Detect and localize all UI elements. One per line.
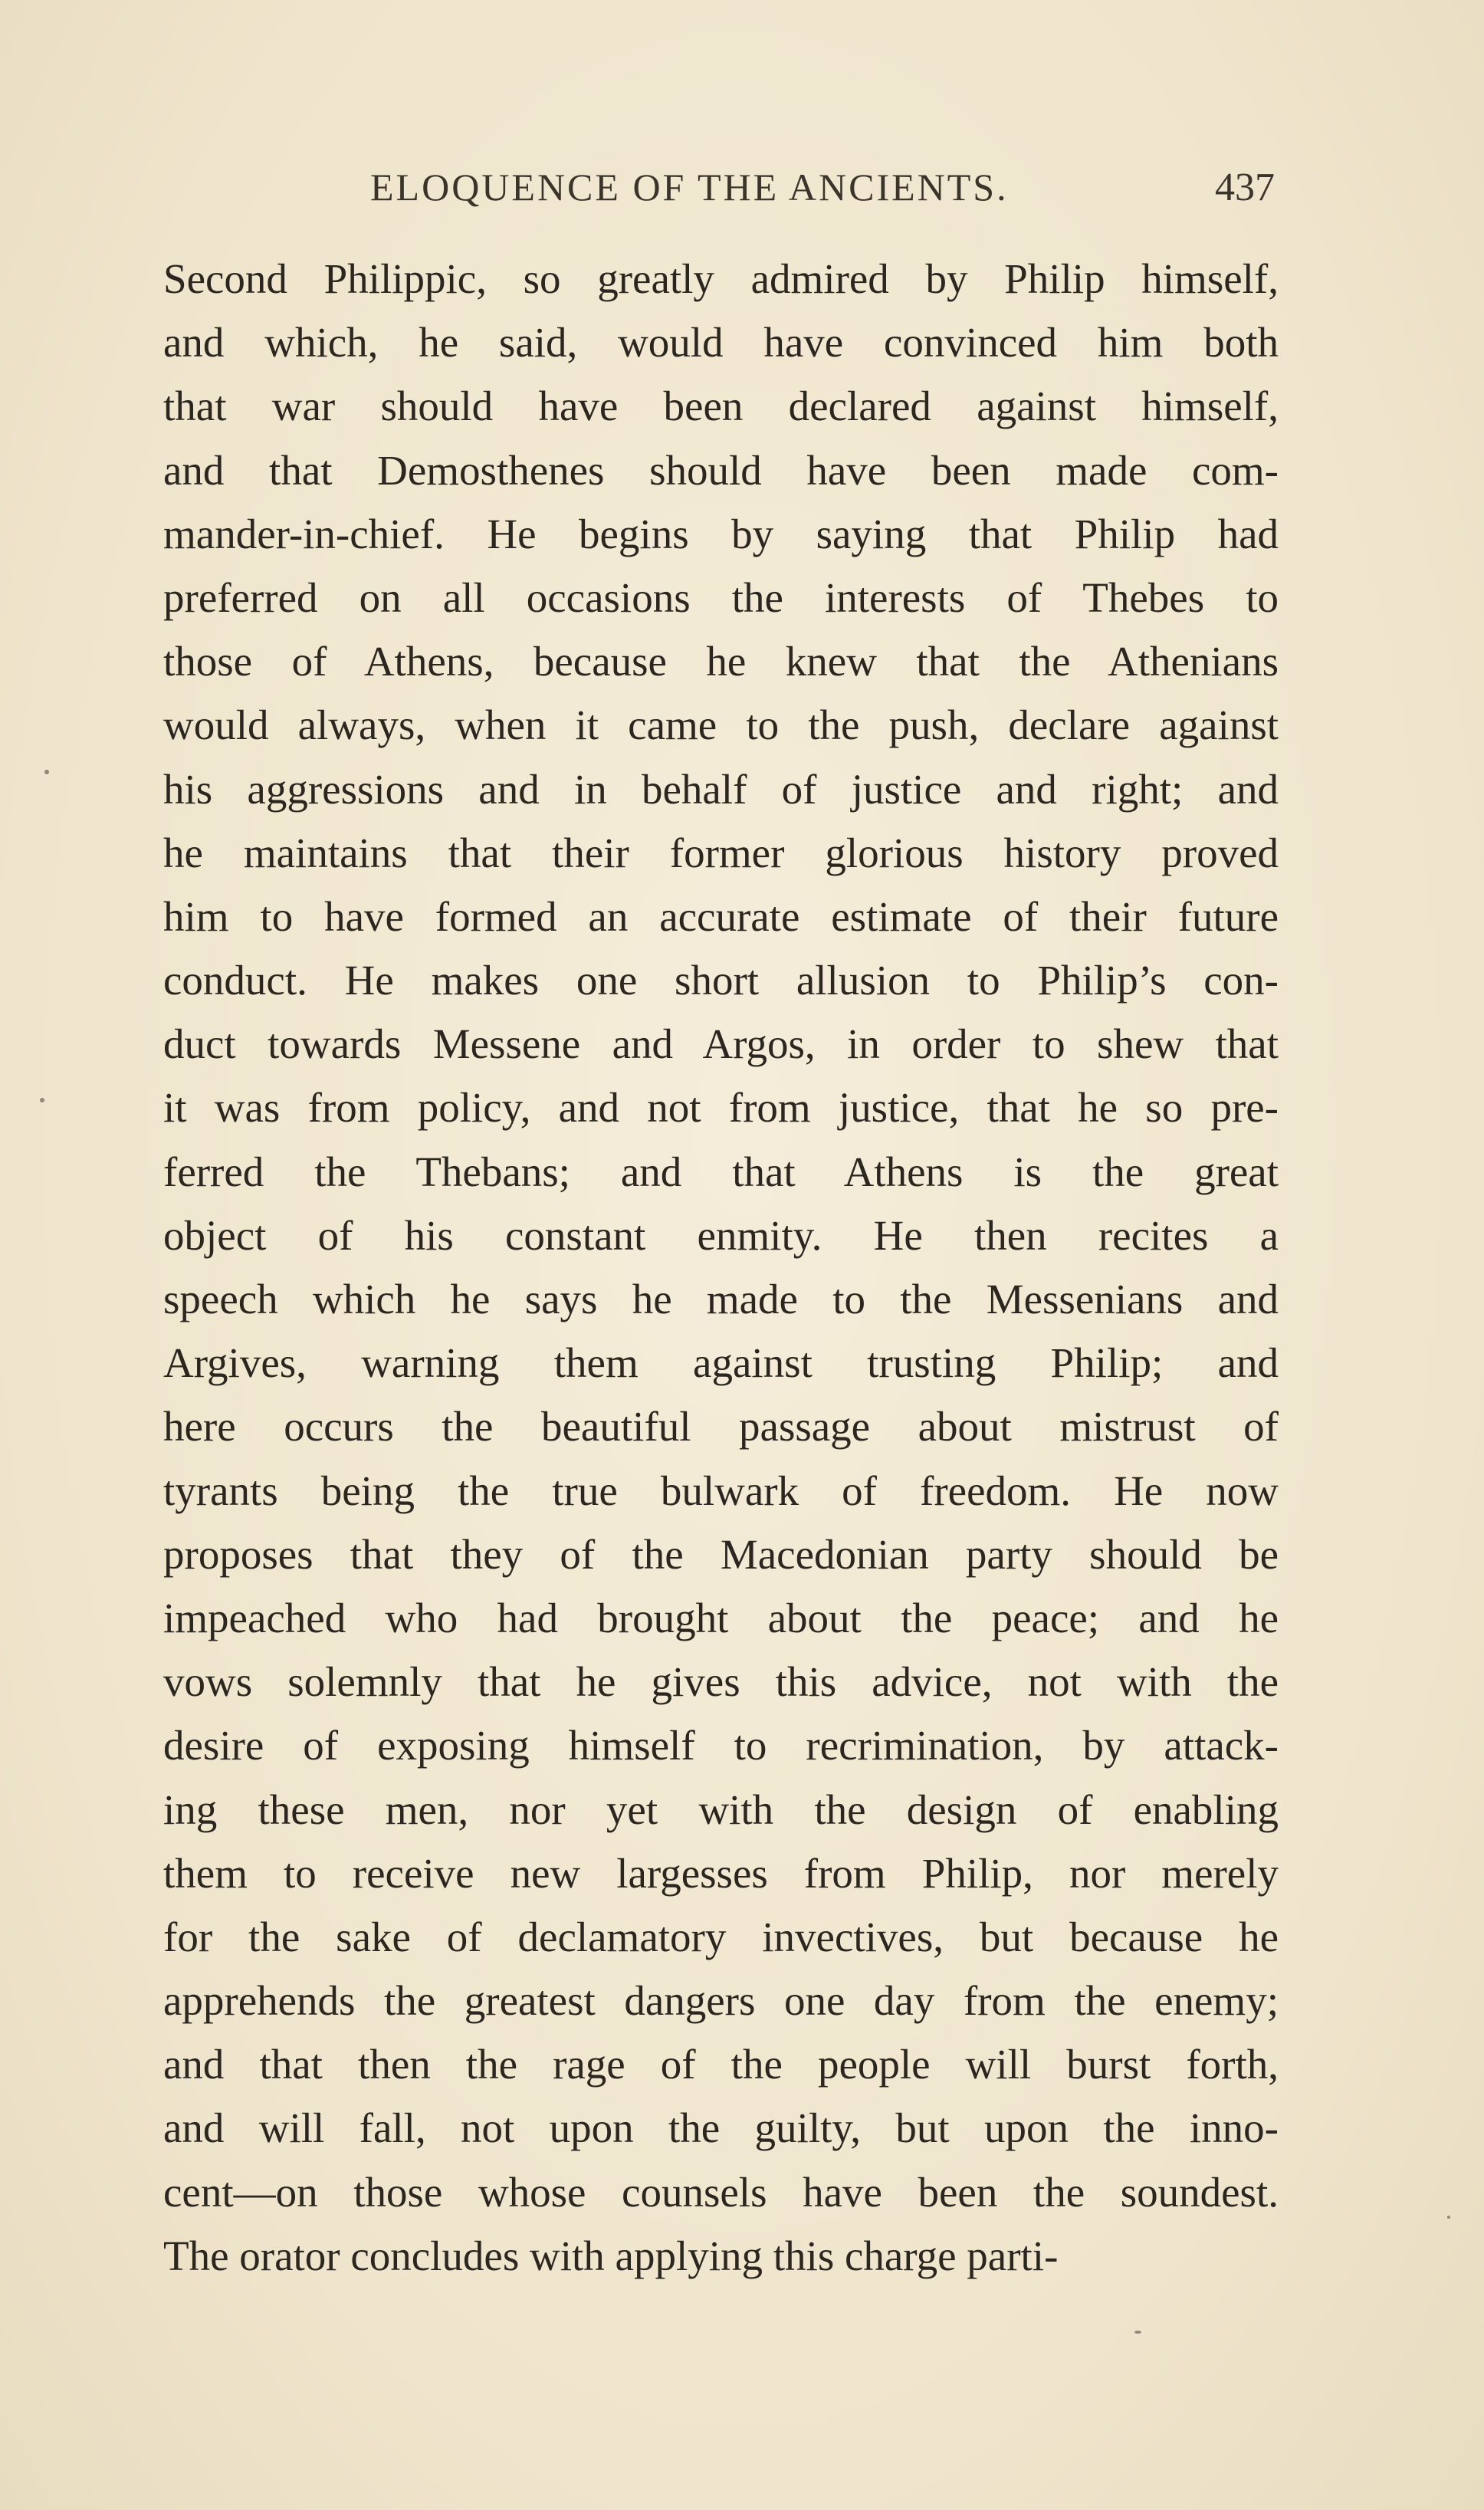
text-line: would always, when it came to the push, declare against bbox=[163, 701, 1279, 749]
text-line: and that Demosthenes should have been made com- bbox=[163, 446, 1279, 494]
running-title: ELOQUENCE OF THE ANCIENTS. bbox=[370, 166, 1009, 209]
text-line: Argives, warning them against trusting Philip; and bbox=[163, 1339, 1279, 1387]
paper-speck bbox=[40, 1098, 44, 1102]
text-line: tyrants being the true bulwark of freedom. He now bbox=[163, 1467, 1279, 1514]
text-line: object of his constant enmity. He then recites a bbox=[163, 1211, 1279, 1259]
text-line: speech which he says he made to the Messenians and bbox=[163, 1276, 1279, 1322]
text-line: desire of exposing himself to recrimination, by attack- bbox=[163, 1722, 1279, 1769]
text-line: and will fall, not upon the guilty, but upon the inno- bbox=[163, 2104, 1279, 2152]
page-number: 437 bbox=[1215, 166, 1275, 209]
text-line: and that then the rage of the people will burst forth, bbox=[163, 2041, 1279, 2088]
body-text bbox=[163, 247, 1279, 2288]
text-line: him to have formed an accurate estimate of their future bbox=[163, 892, 1279, 940]
text-line: vows solemnly that he gives this advice, not with the bbox=[163, 1658, 1279, 1706]
text-line: apprehends the greatest dangers one day from the enemy; bbox=[163, 1977, 1279, 2025]
text-line: them to receive new largesses from Philip, nor merely bbox=[163, 1849, 1279, 1897]
paper-speck bbox=[1134, 2331, 1141, 2334]
text-line: cent—on those whose counsels have been the soundest. bbox=[163, 2168, 1279, 2216]
text-line: mander-in-chief. He begins by saying that Philip had bbox=[163, 510, 1279, 557]
text-line: that war should have been declared against himself, bbox=[163, 383, 1279, 430]
text-line: ing these men, nor yet with the design of enabling bbox=[163, 1786, 1279, 1833]
text-line: preferred on all occasions the interests of Thebes to bbox=[163, 573, 1279, 621]
running-head bbox=[163, 165, 1275, 218]
text-line: it was from policy, and not from justice, that he so pre- bbox=[163, 1084, 1279, 1132]
text-line: those of Athens, because he knew that the Athenians bbox=[163, 638, 1279, 685]
paper-speck bbox=[1447, 2216, 1450, 2219]
text-line: and which, he said, would have convinced him both bbox=[163, 319, 1279, 366]
text-line: Second Philippic, so greatly admired by Philip himself, bbox=[163, 255, 1279, 302]
text-line: for the sake of declamatory invectives, but because he bbox=[163, 1913, 1279, 1960]
text-line: conduct. He makes one short allusion to Philip’s con- bbox=[163, 957, 1279, 1004]
text-line: he maintains that their former glorious history proved bbox=[163, 829, 1279, 876]
text-line: ferred the Thebans; and that Athens is the great bbox=[163, 1148, 1279, 1195]
text-line: proposes that they of the Macedonian party should be bbox=[163, 1530, 1279, 1578]
text-line: his aggressions and in behalf of justice and right; and bbox=[163, 765, 1279, 813]
paper-speck bbox=[44, 770, 49, 774]
text-line: duct towards Messene and Argos, in order to shew that bbox=[163, 1020, 1279, 1068]
text-line: The orator concludes with applying this charge parti- bbox=[163, 2232, 1059, 2279]
text-line: here occurs the beautiful passage about mistrust of bbox=[163, 1403, 1279, 1450]
text-line: impeached who had brought about the peace; and he bbox=[163, 1594, 1279, 1641]
